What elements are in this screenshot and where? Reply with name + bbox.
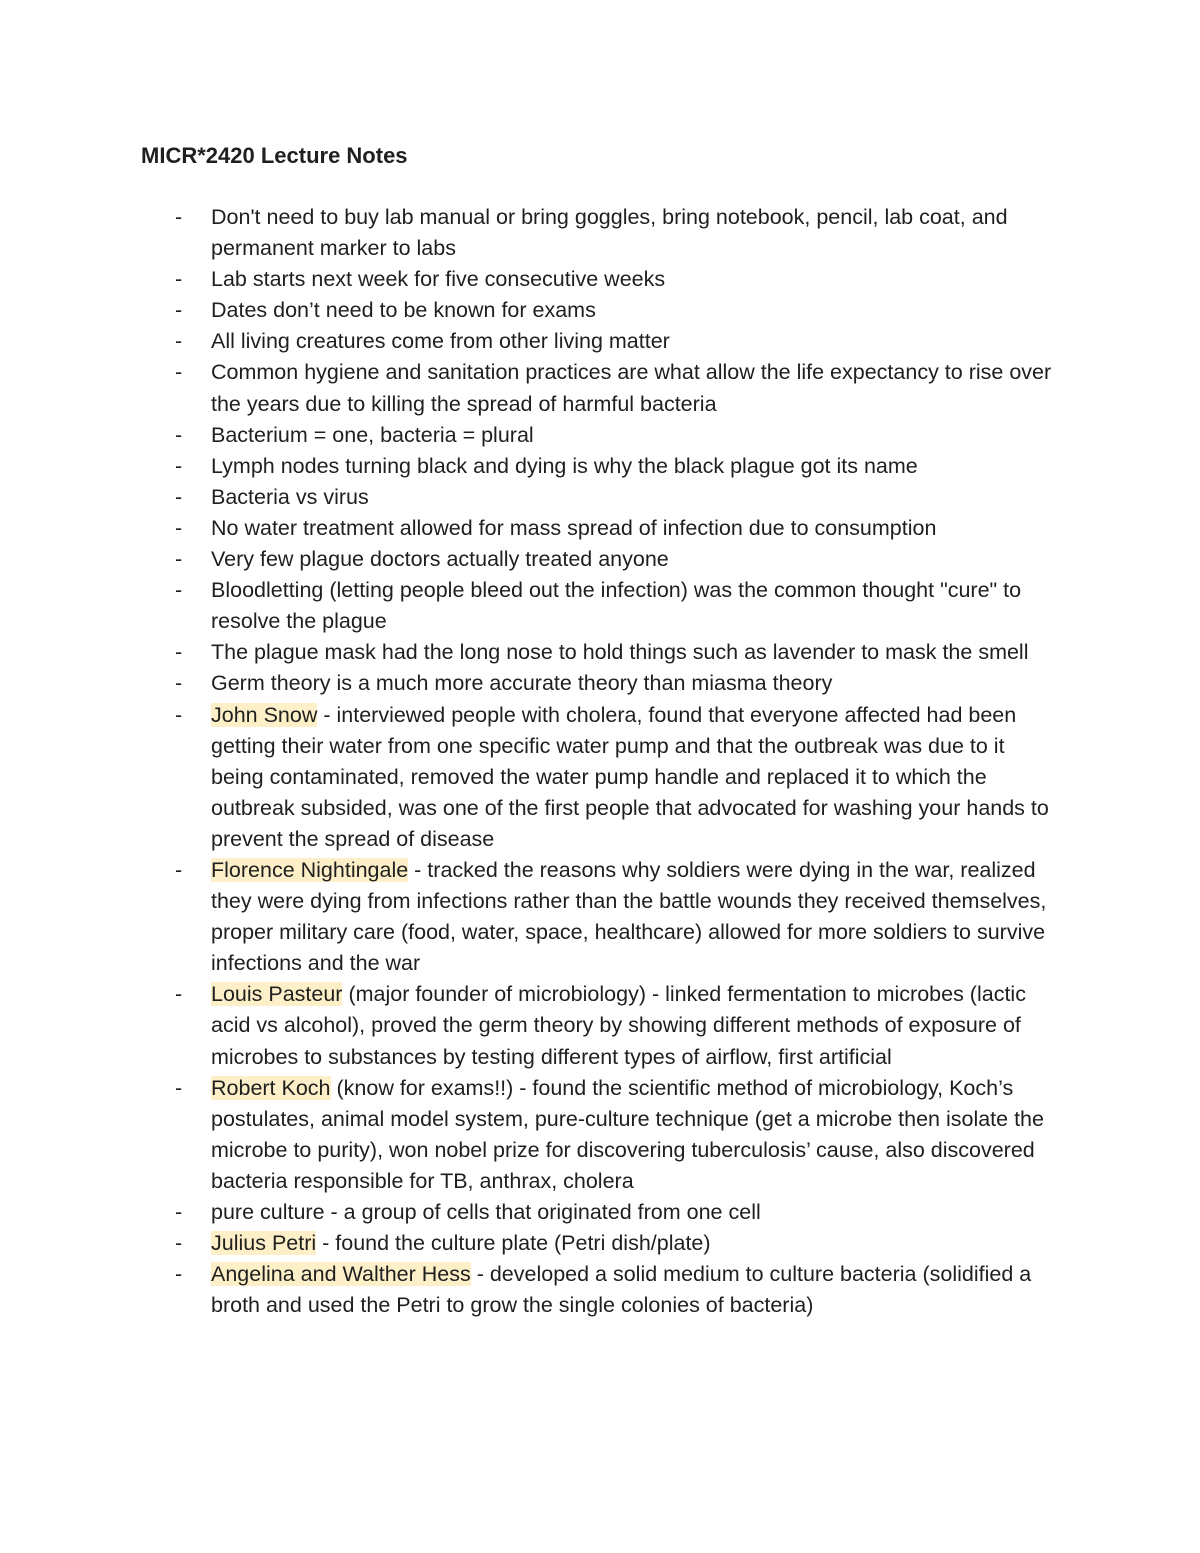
list-item: [0, 637, 1200, 668]
note-text: - interviewed people with cholera, found that everyone affected had been getting their water from one specific water pump and that the outbreak was due to it being contaminated, removed the water pump handle and replaced it to which the outbreak subsided, was one of the first people that advocated for washing your hands to prevent the spread of disease: [211, 702, 1049, 851]
bullet-dash: -: [175, 1200, 183, 1224]
list-item: [0, 1259, 1200, 1321]
bullet-dash: -: [175, 702, 183, 727]
note-text: No water treatment allowed for mass spread of infection due to consumption: [211, 515, 937, 540]
bullet-dash: -: [175, 857, 183, 882]
bullet-dash: -: [175, 578, 183, 603]
bullet-dash: -: [175, 298, 183, 323]
bullet-dash: -: [175, 422, 183, 447]
note-text: Lab starts next week for five consecutive weeks: [211, 267, 666, 292]
bullet-dash: -: [175, 982, 183, 1007]
note-text: pure culture - a group of cells that originated from one cell: [211, 1200, 761, 1224]
list-item: [0, 482, 1200, 513]
bullet-dash: -: [175, 640, 183, 665]
highlighted-name: Angelina and Walther Hess: [211, 1262, 471, 1287]
list-item: [0, 420, 1200, 451]
list-item: [0, 1073, 1200, 1197]
list-item: [0, 979, 1200, 1072]
note-text: Don't need to buy lab manual or bring goggles, bring notebook, pencil, lab coat, and permanent marker to labs: [211, 205, 1008, 261]
note-text: Germ theory is a much more accurate theory than miasma theory: [211, 671, 833, 696]
list-item: [0, 668, 1200, 699]
bullet-dash: -: [175, 484, 183, 509]
bullet-dash: -: [175, 1262, 183, 1287]
note-text: Very few plague doctors actually treated anyone: [211, 547, 669, 572]
highlighted-name: Julius Petri: [211, 1231, 317, 1256]
highlighted-name: John Snow: [211, 702, 318, 727]
list-item: [0, 1197, 1200, 1228]
highlighted-name: Florence Nightingale: [211, 857, 409, 882]
bullet-dash: -: [175, 205, 183, 229]
list-item: [0, 700, 1200, 855]
list-item: [0, 326, 1200, 357]
bullet-dash: -: [175, 671, 183, 696]
list-item: [0, 264, 1200, 295]
note-text: Bacterium = one, bacteria = plural: [211, 422, 534, 447]
note-text: (major founder of microbiology) - linked fermentation to microbes (lactic acid vs alcohol), proved the germ theory by showing different methods of exposure of microbes to substances by testing different types of airflow, first artificial: [211, 982, 1026, 1069]
note-text: Common hygiene and sanitation practices are what allow the life expectancy to rise over the years due to killing the spread of harmful bacteria: [211, 360, 1052, 416]
note-text: - found the culture plate (Petri dish/plate): [316, 1231, 711, 1256]
list-item: [0, 295, 1200, 326]
note-text: Lymph nodes turning black and dying is why the black plague got its name: [211, 453, 918, 478]
page-title: MICR*2420 Lecture Notes: [141, 143, 408, 168]
note-text: Bloodletting (letting people bleed out the infection) was the common thought "cure" to resolve the plague: [211, 578, 1022, 634]
highlighted-name: Louis Pasteur: [211, 982, 343, 1007]
list-item: [0, 451, 1200, 482]
note-text: The plague mask had the long nose to hold things such as lavender to mask the smell: [211, 640, 1029, 665]
bullet-dash: -: [175, 1231, 183, 1256]
notes-list: [0, 202, 1200, 1321]
note-text: Bacteria vs virus: [211, 484, 369, 509]
note-text: (know for exams!!) - found the scientific method of microbiology, Koch’s postulates, animal model system, pure-culture technique (get a microbe then isolate the microbe to purity), won nobel prize for discovering tuberculosis’ cause, also discovered bacteria responsible for TB, anthrax, cholera: [211, 1075, 1044, 1193]
list-item: [0, 202, 1200, 264]
bullet-dash: -: [175, 515, 183, 540]
list-item: [0, 855, 1200, 979]
list-item: [0, 575, 1200, 637]
note-text: Dates don’t need to be known for exams: [211, 298, 596, 323]
list-item: [0, 357, 1200, 419]
list-item: [0, 1228, 1200, 1259]
bullet-dash: -: [175, 1075, 183, 1100]
note-text: All living creatures come from other living matter: [211, 329, 670, 354]
note-text: - tracked the reasons why soldiers were dying in the war, realized they were dying from infections rather than the battle wounds they received themselves, proper military care (food, water, space, healthcare) allowed for more soldiers to survive infections and the war: [211, 857, 1047, 976]
bullet-dash: -: [175, 329, 183, 354]
bullet-dash: -: [175, 453, 183, 478]
highlighted-name: Robert Koch: [211, 1075, 331, 1100]
bullet-dash: -: [175, 267, 183, 292]
list-item: [0, 544, 1200, 575]
list-item: [0, 513, 1200, 544]
bullet-dash: -: [175, 360, 183, 385]
bullet-dash: -: [175, 547, 183, 572]
note-text: - developed a solid medium to culture bacteria (solidified a broth and used the Petri to grow the single colonies of bacteria): [211, 1262, 1032, 1318]
